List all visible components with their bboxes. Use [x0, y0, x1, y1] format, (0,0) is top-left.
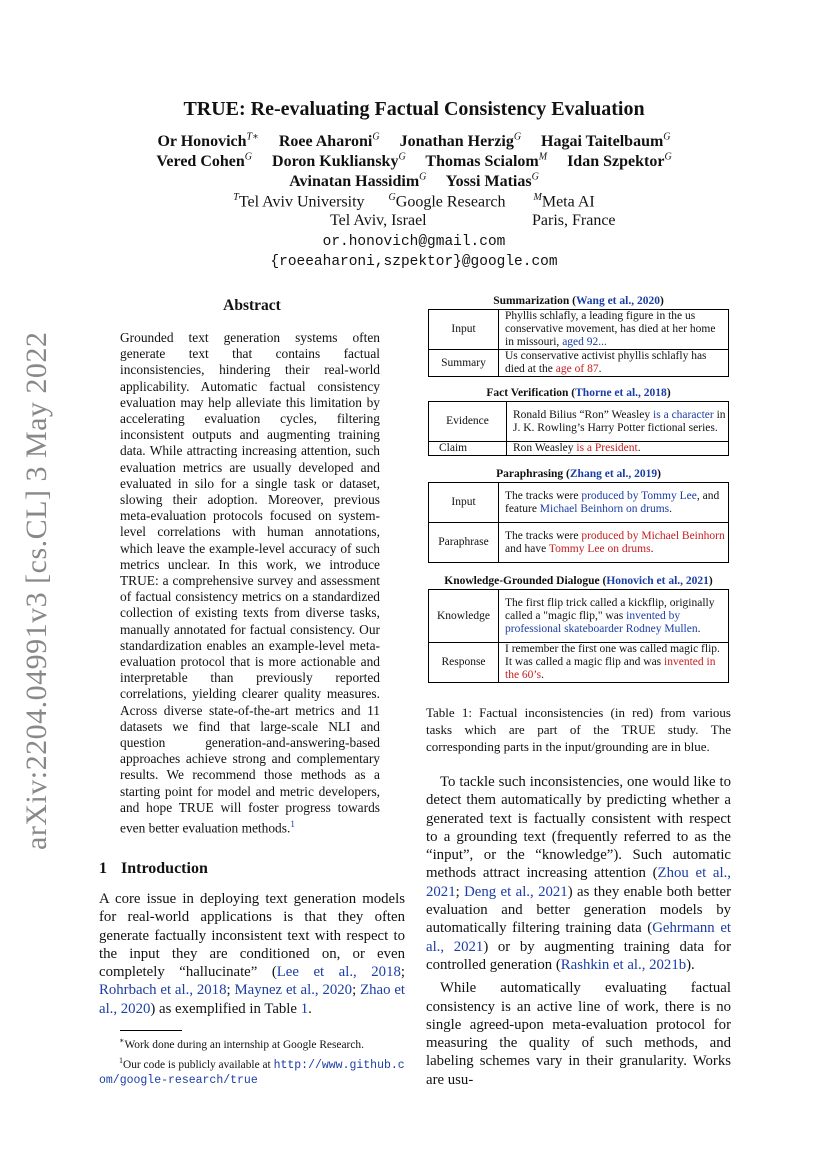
- citation-link[interactable]: Rohrbach et al., 2018: [99, 982, 227, 999]
- author: Or Honovich$^{T∗}$: [157, 132, 259, 151]
- email-1: or.honovich@gmail.com: [322, 234, 506, 250]
- table-row: [429, 350, 729, 377]
- email-2: {roeeaharoni,szpektor}@google.com: [270, 254, 558, 270]
- row-label: Evidence: [429, 402, 507, 442]
- table-row: [429, 483, 729, 523]
- table-row: [429, 402, 729, 442]
- example-heading-paraphrasing: Paraphrasing (Zhang et al., 2019): [496, 468, 661, 480]
- row-label: Response: [429, 643, 499, 683]
- row-text: The tracks were produced by Tommy Lee, and feature Michael Beinhorn on drums.: [499, 483, 729, 523]
- row-label: Knowledge: [429, 590, 499, 643]
- example-table-fact-verification: [428, 401, 729, 456]
- citation-link[interactable]: Thorne et al., 2018: [575, 387, 667, 399]
- author: Avinatan Hassidim$^G$: [289, 172, 427, 191]
- section-heading: 1 Introduction: [99, 860, 208, 877]
- table-caption: Table 1: Factual inconsistencies (in red) from various tasks which are part of the TRUE study. The corresponding parts in the input/grounding are in blue.: [426, 705, 731, 754]
- row-text: The first flip trick called a kickflip, originally called a "magic flip," was invented by professional skateboarder Rodney Mullen.: [499, 590, 729, 643]
- citation-link[interactable]: Wang et al., 2020: [575, 295, 660, 307]
- author: Jonathan Herzig$^G$: [399, 132, 522, 151]
- row-label: Input: [429, 483, 499, 523]
- citation-link[interactable]: Zhang et al., 2019: [569, 468, 658, 480]
- body-paragraph: To tackle such inconsistencies, one would like to detect them automatically by predicting whether a generated text is factually consistent with respect to a grounding text (frequently referred to as the “input”, or the “knowledge”). Such automatic methods attract increasing attention (Zhou et al., 2021; Deng et al., 2021) as they enable both better evaluation and better generation models by automatically filtering training data (Gehrmann et al., 2021) or by augmenting training data for controlled generation (Rashkin et al., 2021b). While automatically evaluating factual consistency is an active line of work, there is no single agreed-upon meta-evaluation protocol for measuring the quality of such methods, and labeling schemes vary in their granularity. Works are usu-: [426, 774, 732, 1088]
- example-heading-fact-verification: Fact Verification (Thorne et al., 2018): [486, 387, 671, 399]
- footnote-1: $^1$Our code is publicly available at http://www.github.com/google-research/true: [99, 1055, 405, 1087]
- table-row: [429, 643, 729, 683]
- paper-title: TRUE: Re-evaluating Factual Consistency Evaluation: [183, 98, 645, 120]
- footnote-ref[interactable]: 1: [290, 819, 295, 830]
- author-line-2: [0, 152, 828, 171]
- example-table-dialogue: [428, 589, 729, 683]
- citation-link[interactable]: Maynez et al., 2020: [234, 982, 353, 999]
- citation-link[interactable]: Rashkin et al., 2021b: [560, 956, 687, 973]
- row-label: Paraphrase: [429, 523, 499, 563]
- citation-link[interactable]: Zhao et al., 2020: [99, 982, 406, 1017]
- location-tel-aviv: Tel Aviv, Israel: [330, 212, 427, 229]
- abstract-heading: Abstract: [223, 297, 281, 314]
- body-paragraph-2: While automatically evaluating factual consistency is an active line of work, there is no single agreed-upon meta-evaluation protocol for measuring the quality of such methods, and labeling schemes vary in their granularity. Works are usu-: [426, 980, 731, 1088]
- footnotes: [99, 1033, 405, 1088]
- citation-link[interactable]: Zhou et al., 2021: [426, 865, 731, 900]
- table-row: [429, 442, 729, 456]
- row-label: Summary: [429, 350, 499, 377]
- row-label: Input: [429, 310, 499, 350]
- citation-link[interactable]: Lee et al., 2018: [276, 964, 401, 981]
- example-heading-dialogue: Knowledge-Grounded Dialogue (Honovich et al., 2021): [444, 575, 713, 587]
- arxiv-id: arXiv:2204.04991v3 [cs.CL] 3 May 2022: [20, 331, 53, 850]
- footnote-divider: [120, 1030, 182, 1031]
- example-heading-summarization: Summarization (Wang et al., 2020): [493, 295, 664, 307]
- author: Vered Cohen$^G$: [156, 152, 253, 171]
- abstract-body: Grounded text generation systems often generate text that contains factual inconsistencies, hindering their real-world applicability. Automatic factual consistency evaluation may help alleviate this limitation by accelerating evaluation cycles, filtering inconsistent outputs and augmenting training data. While attracting increasing attention, such evaluation metrics are usually developed and evaluated in silo for a single task or dataset, slowing their adoption. Moreover, previous meta-evaluation protocols focused on system-level correlations with human annotations, which leave the example-level accuracy of such metrics unclear. In this work, we introduce TRUE: a comprehensive survey and assessment of factual consistency metrics on a standardized collection of existing texts from diverse tasks, manually annotated for factual consistency. Our standardization enables an example-level meta-evaluation protocol that is more actionable and interpretable than previously reported correlations, yielding clearer quality measures. Across diverse state-of-the-art metrics and 11 datasets we find that large-scale NLI and question generation-and-answering-based approaches achieve strong and complementary results. We recommend those methods as a starting point for model and metric developers, and hope TRUE will foster progress towards even better evaluation methods.$^1$: [120, 330, 380, 836]
- example-table-summarization: [428, 309, 729, 377]
- code-url-link[interactable]: http://www.github.com/google-research/true: [99, 1058, 405, 1087]
- location-paris: Paris, France: [532, 212, 616, 229]
- row-text: I remember the first one was called magic flip. It was called a magic flip and was invented in the 60’s.: [499, 643, 729, 683]
- citation-link[interactable]: Gehrmann et al., 2021: [426, 920, 731, 955]
- intro-paragraph: A core issue in deploying text generation models for real-world applications is that they often generate factually inconsistent text with respect to the input they are conditioned on, or even completely “hallucinate” (Lee et al., 2018; Rohrbach et al., 2018; Maynez et al., 2020; Zhao et al., 2020) as exemplified in Table 1.: [99, 891, 406, 1017]
- affiliation-line: $^T$Tel Aviv University $^G$Google Research $^M$Meta AI: [233, 192, 595, 211]
- author: Hagai Taitelbaum$^G$: [541, 132, 671, 151]
- table-row: [429, 590, 729, 643]
- row-text: Us conservative activist phyllis schlafly has died at the age of 87.: [499, 350, 729, 377]
- row-text: The tracks were produced by Michael Beinhorn and have Tommy Lee on drums.: [499, 523, 729, 563]
- author: Idan Szpektor$^G$: [567, 152, 672, 171]
- author: Roee Aharoni$^G$: [278, 132, 380, 151]
- footnote-star: ∗Work done during an internship at Google Research.: [119, 1036, 364, 1051]
- author: Yossi Matias$^G$: [445, 172, 539, 191]
- example-table-paraphrasing: [428, 482, 729, 563]
- table-row: [429, 523, 729, 563]
- author: Doron Kukliansky$^G$: [272, 152, 406, 171]
- author-line-1: [0, 132, 828, 151]
- citation-link[interactable]: Honovich et al., 2021: [606, 575, 709, 587]
- table-row: [429, 310, 729, 350]
- author: Thomas Scialom$^M$: [425, 152, 548, 171]
- author-line-3: [0, 172, 828, 191]
- row-label: Claim: [429, 442, 507, 456]
- table-ref-link[interactable]: 1: [300, 1000, 309, 1017]
- row-text: Phyllis schlafly, a leading figure in the us conservative movement, has died at her home in missouri, aged 92...: [499, 310, 729, 350]
- row-text: Ronald Bilius “Ron” Weasley is a character in J. K. Rowling’s Harry Potter fictional series.: [507, 402, 729, 442]
- citation-link[interactable]: Deng et al., 2021: [464, 883, 568, 900]
- row-text: Ron Weasley is a President.: [507, 442, 729, 456]
